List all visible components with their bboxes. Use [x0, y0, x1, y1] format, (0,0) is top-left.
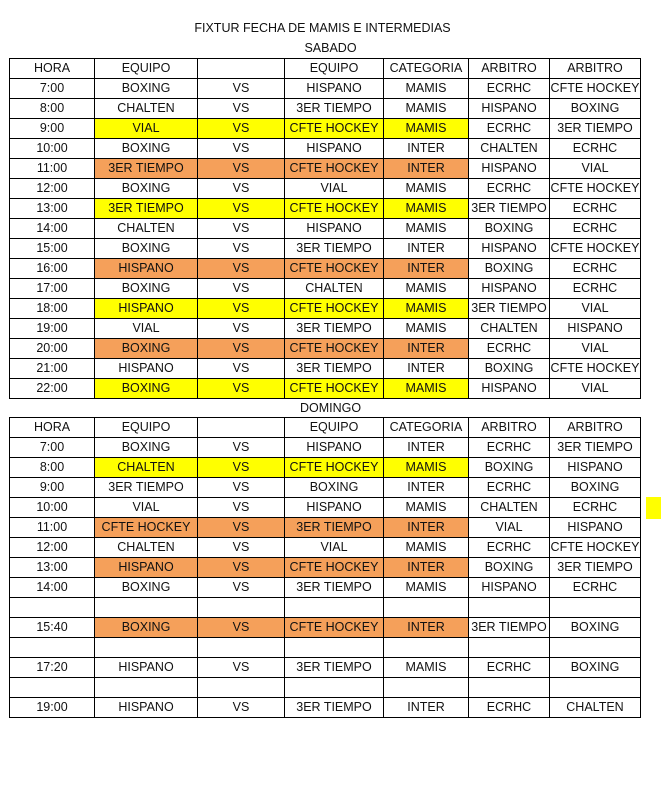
arbitro-1-cell: HISPANO: [469, 578, 550, 598]
equipo-visitante-cell: CFTE HOCKEY: [285, 199, 384, 219]
arbitro-2-cell: HISPANO: [550, 319, 641, 339]
arbitro-1-cell: ECRHC: [469, 438, 550, 458]
categoria-cell: MAMIS: [384, 199, 469, 219]
hora-cell: 7:00: [10, 438, 95, 458]
arbitro-2-cell: VIAL: [550, 339, 641, 359]
arbitro-2-cell: ECRHC: [550, 498, 641, 518]
equipo-visitante-cell: 3ER TIEMPO: [285, 698, 384, 718]
vs-cell: VS: [198, 478, 285, 498]
arbitro-2-cell: ECRHC: [550, 199, 641, 219]
schedule-table-sabado: [9, 58, 641, 399]
categoria-cell: INTER: [384, 139, 469, 159]
arbitro-1-cell: CHALTEN: [469, 139, 550, 159]
equipo-local-cell: [95, 678, 198, 698]
arbitro-2-cell: CFTE HOCKEY: [550, 79, 641, 99]
table-header-row: [10, 59, 641, 79]
match-row: [10, 199, 641, 219]
arbitro-1-cell: [469, 638, 550, 658]
arbitro-2-cell: CFTE HOCKEY: [550, 179, 641, 199]
arbitro-2-cell: BOXING: [550, 658, 641, 678]
equipo-visitante-cell: CFTE HOCKEY: [285, 119, 384, 139]
equipo-visitante-cell: 3ER TIEMPO: [285, 658, 384, 678]
hora-cell: 15:00: [10, 239, 95, 259]
match-row: [10, 179, 641, 199]
hora-cell: [10, 638, 95, 658]
equipo-local-cell: BOXING: [95, 139, 198, 159]
categoria-cell: MAMIS: [384, 299, 469, 319]
hora-cell: 12:00: [10, 179, 95, 199]
column-header: ARBITRO: [469, 59, 550, 79]
vs-cell: VS: [198, 79, 285, 99]
hora-cell: 16:00: [10, 259, 95, 279]
equipo-local-cell: VIAL: [95, 319, 198, 339]
column-header: EQUIPO: [285, 418, 384, 438]
arbitro-1-cell: VIAL: [469, 518, 550, 538]
vs-cell: VS: [198, 199, 285, 219]
equipo-local-cell: 3ER TIEMPO: [95, 199, 198, 219]
categoria-cell: MAMIS: [384, 658, 469, 678]
match-row: [10, 359, 641, 379]
equipo-local-cell: BOXING: [95, 438, 198, 458]
hora-cell: 9:00: [10, 478, 95, 498]
vs-cell: VS: [198, 438, 285, 458]
arbitro-2-cell: CFTE HOCKEY: [550, 239, 641, 259]
arbitro-1-cell: CHALTEN: [469, 319, 550, 339]
arbitro-1-cell: ECRHC: [469, 179, 550, 199]
hora-cell: 22:00: [10, 379, 95, 399]
vs-cell: VS: [198, 139, 285, 159]
categoria-cell: MAMIS: [384, 79, 469, 99]
equipo-visitante-cell: HISPANO: [285, 219, 384, 239]
schedule-table-domingo: [9, 417, 641, 718]
match-row: [10, 159, 641, 179]
equipo-visitante-cell: 3ER TIEMPO: [285, 239, 384, 259]
match-row: [10, 578, 641, 598]
column-header: CATEGORIA: [384, 59, 469, 79]
equipo-visitante-cell: 3ER TIEMPO: [285, 359, 384, 379]
vs-cell: VS: [198, 319, 285, 339]
equipo-local-cell: [95, 638, 198, 658]
arbitro-1-cell: HISPANO: [469, 379, 550, 399]
arbitro-1-cell: 3ER TIEMPO: [469, 199, 550, 219]
arbitro-2-cell: 3ER TIEMPO: [550, 438, 641, 458]
vs-cell: [198, 638, 285, 658]
equipo-local-cell: VIAL: [95, 498, 198, 518]
arbitro-1-cell: BOXING: [469, 219, 550, 239]
equipo-visitante-cell: CFTE HOCKEY: [285, 379, 384, 399]
equipo-local-cell: BOXING: [95, 339, 198, 359]
hora-cell: 13:00: [10, 558, 95, 578]
hora-cell: 8:00: [10, 99, 95, 119]
day-title-domingo: DOMINGO: [299, 401, 362, 415]
match-row: [10, 379, 641, 399]
equipo-visitante-cell: HISPANO: [285, 79, 384, 99]
equipo-visitante-cell: HISPANO: [285, 498, 384, 518]
match-row: [10, 458, 641, 478]
match-row: [10, 319, 641, 339]
match-row: [10, 438, 641, 458]
arbitro-1-cell: HISPANO: [469, 159, 550, 179]
arbitro-2-cell: ECRHC: [550, 279, 641, 299]
document-title: FIXTUR FECHA DE MAMIS E INTERMEDIAS: [194, 21, 451, 35]
vs-cell: VS: [198, 359, 285, 379]
column-header: EQUIPO: [95, 59, 198, 79]
hora-cell: 12:00: [10, 538, 95, 558]
column-header: ARBITRO: [469, 418, 550, 438]
match-row: [10, 618, 641, 638]
categoria-cell: INTER: [384, 259, 469, 279]
equipo-visitante-cell: CFTE HOCKEY: [285, 159, 384, 179]
match-row: [10, 279, 641, 299]
vs-cell: VS: [198, 518, 285, 538]
equipo-local-cell: BOXING: [95, 578, 198, 598]
hora-cell: 13:00: [10, 199, 95, 219]
vs-cell: VS: [198, 159, 285, 179]
categoria-cell: [384, 638, 469, 658]
hora-cell: 11:00: [10, 518, 95, 538]
equipo-local-cell: BOXING: [95, 279, 198, 299]
categoria-cell: INTER: [384, 438, 469, 458]
arbitro-1-cell: ECRHC: [469, 119, 550, 139]
hora-cell: 10:00: [10, 139, 95, 159]
empty-row: [10, 598, 641, 618]
hora-cell: 17:20: [10, 658, 95, 678]
arbitro-2-cell: 3ER TIEMPO: [550, 558, 641, 578]
column-header: [198, 59, 285, 79]
equipo-local-cell: CFTE HOCKEY: [95, 518, 198, 538]
arbitro-1-cell: ECRHC: [469, 698, 550, 718]
categoria-cell: INTER: [384, 518, 469, 538]
equipo-visitante-cell: CFTE HOCKEY: [285, 259, 384, 279]
match-row: [10, 538, 641, 558]
vs-cell: VS: [198, 119, 285, 139]
equipo-local-cell: CHALTEN: [95, 458, 198, 478]
categoria-cell: INTER: [384, 478, 469, 498]
arbitro-1-cell: HISPANO: [469, 99, 550, 119]
equipo-visitante-cell: VIAL: [285, 538, 384, 558]
empty-row: [10, 638, 641, 658]
day-title-sabado: SABADO: [304, 41, 357, 55]
hora-cell: 19:00: [10, 698, 95, 718]
equipo-local-cell: CHALTEN: [95, 538, 198, 558]
match-row: [10, 259, 641, 279]
vs-cell: VS: [198, 259, 285, 279]
column-header: CATEGORIA: [384, 418, 469, 438]
categoria-cell: [384, 678, 469, 698]
equipo-local-cell: BOXING: [95, 618, 198, 638]
hora-cell: 11:00: [10, 159, 95, 179]
equipo-visitante-cell: CFTE HOCKEY: [285, 299, 384, 319]
arbitro-1-cell: BOXING: [469, 259, 550, 279]
vs-cell: VS: [198, 658, 285, 678]
match-row: [10, 299, 641, 319]
hora-cell: 7:00: [10, 79, 95, 99]
vs-cell: VS: [198, 498, 285, 518]
vs-cell: VS: [198, 618, 285, 638]
match-row: [10, 239, 641, 259]
equipo-visitante-cell: CHALTEN: [285, 279, 384, 299]
categoria-cell: INTER: [384, 618, 469, 638]
categoria-cell: INTER: [384, 239, 469, 259]
hora-cell: 19:00: [10, 319, 95, 339]
hora-cell: [10, 678, 95, 698]
categoria-cell: MAMIS: [384, 219, 469, 239]
categoria-cell: INTER: [384, 339, 469, 359]
vs-cell: VS: [198, 179, 285, 199]
equipo-visitante-cell: CFTE HOCKEY: [285, 339, 384, 359]
vs-cell: [198, 598, 285, 618]
arbitro-2-cell: BOXING: [550, 618, 641, 638]
hora-cell: 14:00: [10, 219, 95, 239]
arbitro-1-cell: [469, 598, 550, 618]
equipo-visitante-cell: 3ER TIEMPO: [285, 319, 384, 339]
arbitro-2-cell: HISPANO: [550, 458, 641, 478]
equipo-local-cell: HISPANO: [95, 359, 198, 379]
categoria-cell: MAMIS: [384, 279, 469, 299]
categoria-cell: INTER: [384, 558, 469, 578]
arbitro-1-cell: BOXING: [469, 359, 550, 379]
equipo-local-cell: [95, 598, 198, 618]
column-header: EQUIPO: [95, 418, 198, 438]
vs-cell: VS: [198, 239, 285, 259]
categoria-cell: INTER: [384, 698, 469, 718]
match-row: [10, 478, 641, 498]
equipo-visitante-cell: [285, 678, 384, 698]
categoria-cell: MAMIS: [384, 99, 469, 119]
equipo-local-cell: HISPANO: [95, 259, 198, 279]
arbitro-2-cell: ECRHC: [550, 219, 641, 239]
match-row: [10, 658, 641, 678]
column-header: EQUIPO: [285, 59, 384, 79]
hora-cell: 8:00: [10, 458, 95, 478]
equipo-local-cell: HISPANO: [95, 299, 198, 319]
arbitro-1-cell: ECRHC: [469, 478, 550, 498]
arbitro-2-cell: VIAL: [550, 299, 641, 319]
match-row: [10, 558, 641, 578]
table-header-row: [10, 418, 641, 438]
vs-cell: VS: [198, 558, 285, 578]
arbitro-2-cell: HISPANO: [550, 518, 641, 538]
equipo-local-cell: CHALTEN: [95, 219, 198, 239]
column-header: ARBITRO: [550, 59, 641, 79]
vs-cell: VS: [198, 339, 285, 359]
equipo-local-cell: HISPANO: [95, 658, 198, 678]
match-row: [10, 498, 641, 518]
equipo-visitante-cell: CFTE HOCKEY: [285, 458, 384, 478]
categoria-cell: INTER: [384, 159, 469, 179]
equipo-visitante-cell: HISPANO: [285, 438, 384, 458]
vs-cell: VS: [198, 219, 285, 239]
hora-cell: 20:00: [10, 339, 95, 359]
arbitro-1-cell: HISPANO: [469, 279, 550, 299]
hora-cell: 15:40: [10, 618, 95, 638]
match-row: [10, 339, 641, 359]
arbitro-2-cell: ECRHC: [550, 259, 641, 279]
vs-cell: VS: [198, 538, 285, 558]
match-row: [10, 99, 641, 119]
column-header: HORA: [10, 59, 95, 79]
categoria-cell: MAMIS: [384, 498, 469, 518]
arbitro-2-cell: CFTE HOCKEY: [550, 538, 641, 558]
equipo-visitante-cell: CFTE HOCKEY: [285, 558, 384, 578]
arbitro-1-cell: BOXING: [469, 458, 550, 478]
arbitro-2-cell: ECRHC: [550, 139, 641, 159]
equipo-visitante-cell: [285, 638, 384, 658]
equipo-local-cell: 3ER TIEMPO: [95, 159, 198, 179]
categoria-cell: MAMIS: [384, 119, 469, 139]
equipo-local-cell: BOXING: [95, 239, 198, 259]
equipo-local-cell: CHALTEN: [95, 99, 198, 119]
arbitro-1-cell: 3ER TIEMPO: [469, 299, 550, 319]
categoria-cell: MAMIS: [384, 319, 469, 339]
equipo-local-cell: BOXING: [95, 179, 198, 199]
equipo-visitante-cell: 3ER TIEMPO: [285, 518, 384, 538]
equipo-visitante-cell: VIAL: [285, 179, 384, 199]
arbitro-1-cell: BOXING: [469, 558, 550, 578]
match-row: [10, 219, 641, 239]
hora-cell: 21:00: [10, 359, 95, 379]
vs-cell: VS: [198, 279, 285, 299]
equipo-visitante-cell: CFTE HOCKEY: [285, 618, 384, 638]
hora-cell: 14:00: [10, 578, 95, 598]
arbitro-2-cell: [550, 678, 641, 698]
equipo-visitante-cell: [285, 598, 384, 618]
match-row: [10, 698, 641, 718]
column-header: [198, 418, 285, 438]
equipo-local-cell: HISPANO: [95, 698, 198, 718]
equipo-visitante-cell: 3ER TIEMPO: [285, 99, 384, 119]
hora-cell: 18:00: [10, 299, 95, 319]
match-row: [10, 518, 641, 538]
arbitro-2-cell: ECRHC: [550, 578, 641, 598]
vs-cell: VS: [198, 578, 285, 598]
empty-row: [10, 678, 641, 698]
arbitro-1-cell: ECRHC: [469, 538, 550, 558]
arbitro-2-cell: CFTE HOCKEY: [550, 359, 641, 379]
vs-cell: VS: [198, 299, 285, 319]
categoria-cell: MAMIS: [384, 538, 469, 558]
equipo-local-cell: BOXING: [95, 79, 198, 99]
arbitro-2-cell: 3ER TIEMPO: [550, 119, 641, 139]
hora-cell: 9:00: [10, 119, 95, 139]
arbitro-1-cell: 3ER TIEMPO: [469, 618, 550, 638]
equipo-visitante-cell: HISPANO: [285, 139, 384, 159]
categoria-cell: INTER: [384, 359, 469, 379]
equipo-local-cell: 3ER TIEMPO: [95, 478, 198, 498]
arbitro-1-cell: ECRHC: [469, 339, 550, 359]
vs-cell: [198, 678, 285, 698]
hora-cell: 10:00: [10, 498, 95, 518]
hora-cell: 17:00: [10, 279, 95, 299]
match-row: [10, 139, 641, 159]
categoria-cell: [384, 598, 469, 618]
arbitro-2-cell: [550, 638, 641, 658]
arbitro-1-cell: CHALTEN: [469, 498, 550, 518]
column-header: ARBITRO: [550, 418, 641, 438]
arbitro-1-cell: [469, 678, 550, 698]
equipo-visitante-cell: 3ER TIEMPO: [285, 578, 384, 598]
categoria-cell: MAMIS: [384, 179, 469, 199]
arbitro-1-cell: HISPANO: [469, 239, 550, 259]
categoria-cell: MAMIS: [384, 458, 469, 478]
column-header: HORA: [10, 418, 95, 438]
arbitro-2-cell: BOXING: [550, 99, 641, 119]
categoria-cell: MAMIS: [384, 578, 469, 598]
vs-cell: VS: [198, 698, 285, 718]
arbitro-2-cell: VIAL: [550, 159, 641, 179]
equipo-local-cell: BOXING: [95, 379, 198, 399]
highlight-mark: [646, 497, 661, 519]
arbitro-1-cell: ECRHC: [469, 79, 550, 99]
arbitro-2-cell: [550, 598, 641, 618]
vs-cell: VS: [198, 379, 285, 399]
hora-cell: [10, 598, 95, 618]
match-row: [10, 79, 641, 99]
equipo-local-cell: VIAL: [95, 119, 198, 139]
categoria-cell: MAMIS: [384, 379, 469, 399]
equipo-visitante-cell: BOXING: [285, 478, 384, 498]
arbitro-1-cell: ECRHC: [469, 658, 550, 678]
arbitro-2-cell: CHALTEN: [550, 698, 641, 718]
match-row: [10, 119, 641, 139]
arbitro-2-cell: BOXING: [550, 478, 641, 498]
vs-cell: VS: [198, 458, 285, 478]
vs-cell: VS: [198, 99, 285, 119]
equipo-local-cell: HISPANO: [95, 558, 198, 578]
arbitro-2-cell: VIAL: [550, 379, 641, 399]
